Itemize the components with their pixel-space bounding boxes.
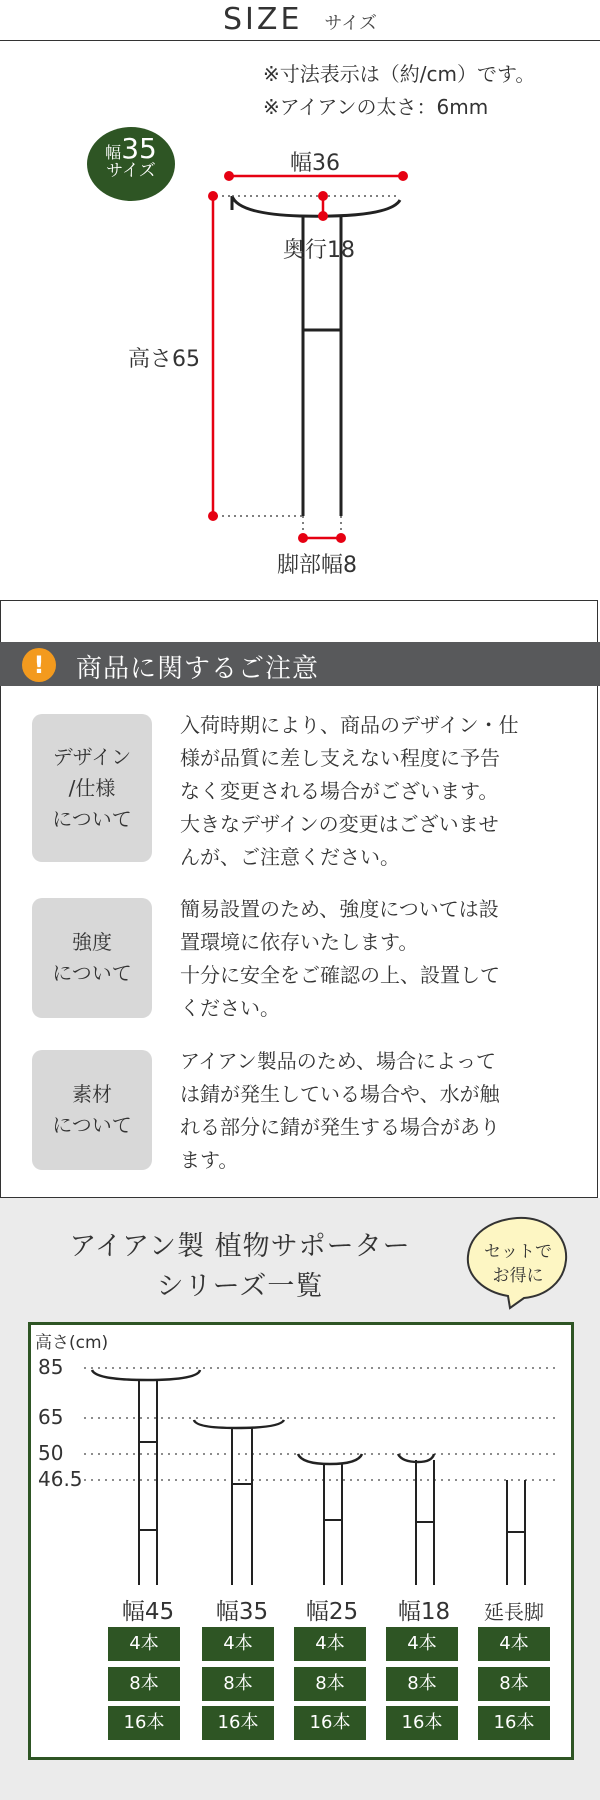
text-line: なく変更される場合がございます。 (180, 779, 499, 803)
badge-suffix: サイズ (106, 161, 156, 182)
qty-w45-8: 8本 (108, 1667, 180, 1701)
bubble-line: セットで (484, 1242, 552, 1262)
caution-text-design (180, 709, 580, 874)
qty-w35-16: 16本 (202, 1706, 274, 1740)
support-w18 (398, 1454, 434, 1585)
series-title-line: アイアン製 植物サポーター (69, 1231, 411, 1262)
series-title (30, 1227, 450, 1307)
qty-ext-4: 4本 (478, 1627, 550, 1661)
text-line: 様が品質に差し支えない程度に予告 (180, 746, 500, 770)
text-line: ください。 (180, 996, 280, 1020)
support-ring (232, 196, 400, 216)
badge-number: 35 (121, 132, 157, 165)
qty-w25-4: 4本 (294, 1627, 366, 1661)
qty-ext-16: 16本 (478, 1706, 550, 1740)
caution-text-material (180, 1045, 580, 1177)
y-tick-50: 50 (38, 1441, 64, 1465)
depth-label: 奥行18 (283, 238, 355, 263)
qty-w25-16: 16本 (294, 1706, 366, 1740)
qty-w45-16: 16本 (108, 1706, 180, 1740)
qty-w18-8: 8本 (386, 1667, 458, 1701)
height-label: 高さ65 (128, 347, 200, 372)
support-extension-leg (507, 1480, 525, 1585)
axis-title: 高さ(cm) (35, 1333, 109, 1353)
y-tick-85: 85 (38, 1355, 64, 1379)
text-line: 簡易設置のため、強度については設 (180, 897, 499, 921)
note-iron-thickness: ※アイアンの太さ：6mm (263, 95, 489, 119)
text-line: 十分に安全をご確認の上、設置して (180, 963, 500, 987)
leg-width-label: 脚部幅8 (277, 553, 357, 578)
text-line: 大きなデザインの変更はございませ (180, 812, 499, 836)
series-title-line: シリーズ一覧 (156, 1271, 324, 1302)
text-line: ます。 (180, 1148, 239, 1172)
tag-material (32, 1050, 152, 1170)
text-line: んが、ご注意ください。 (180, 845, 400, 869)
size-subtitle: サイズ (324, 13, 377, 34)
tag-line: について (52, 961, 132, 985)
note-units: ※寸法表示は（約/cm）です。 (263, 62, 536, 86)
qty-w25-8: 8本 (294, 1667, 366, 1701)
col-extension-leg: 延長脚 (484, 1600, 544, 1624)
tag-line: 素材 (72, 1082, 112, 1106)
badge-prefix: 幅 (105, 143, 122, 162)
qty-ext-8: 8本 (478, 1667, 550, 1701)
qty-w45-4: 4本 (108, 1627, 180, 1661)
tag-line: デザイン (52, 744, 132, 769)
tag-line: 強度 (72, 930, 112, 954)
tag-strength (32, 898, 152, 1018)
bubble-text (468, 1240, 568, 1288)
qty-w18-16: 16本 (386, 1706, 458, 1740)
exclamation-icon: ! (22, 648, 56, 682)
tag-line: /仕様 (68, 775, 116, 800)
support-w45 (92, 1370, 200, 1585)
caution-title: 商品に関するご注意 (76, 654, 320, 684)
tag-line: について (52, 1113, 132, 1137)
col-w25: 幅25 (305, 1599, 359, 1625)
qty-w35-8: 8本 (202, 1667, 274, 1701)
width-label: 幅36 (290, 151, 340, 176)
size-diagram (0, 0, 600, 560)
y-tick-46-5: 46.5 (38, 1467, 83, 1491)
text-line: アイアン製品のため、場合によって (180, 1049, 496, 1073)
text-line: れる部分に錆が発生する場合があり (180, 1115, 500, 1139)
col-w18: 幅18 (397, 1599, 451, 1625)
support-w35 (194, 1420, 284, 1585)
text-line: 入荷時期により、商品のデザイン・仕 (180, 713, 519, 737)
support-w25 (298, 1454, 362, 1585)
text-line: 置環境に依存いたします。 (180, 930, 419, 954)
tag-line: について (52, 806, 132, 831)
qty-w18-4: 4本 (386, 1627, 458, 1661)
bubble-line: お得に (492, 1266, 544, 1286)
size-title: SIZE (223, 2, 303, 37)
series-drawing (0, 1340, 600, 1600)
col-w35: 幅35 (215, 1599, 269, 1625)
text-line: は錆が発生している場合や、水が触 (180, 1082, 500, 1106)
y-tick-65: 65 (38, 1405, 64, 1429)
caution-text-strength (180, 893, 580, 1025)
col-w45: 幅45 (121, 1599, 175, 1625)
tag-design-spec (32, 714, 152, 862)
qty-w35-4: 4本 (202, 1627, 274, 1661)
